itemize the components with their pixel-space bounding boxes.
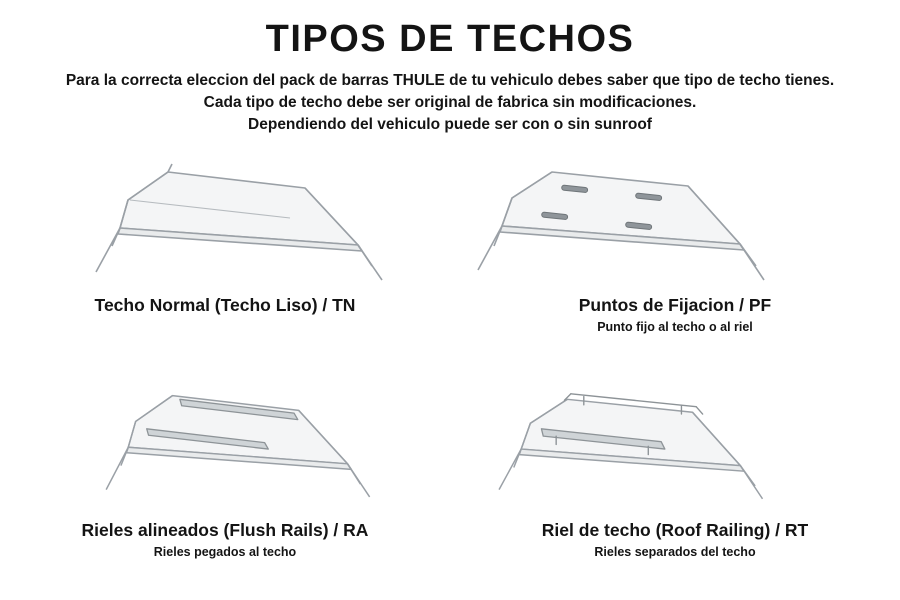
car-roof-fixpoints-icon xyxy=(450,150,900,302)
page-title: TIPOS DE TECHOS xyxy=(265,18,635,60)
roof-type-subcaption-ra: Rieles pegados al techo xyxy=(153,545,297,559)
roof-types-grid xyxy=(0,150,900,600)
roof-type-subcaption-rt: Rieles separados del techo xyxy=(594,545,756,559)
car-roof-flushrails-icon xyxy=(0,368,450,520)
roof-type-caption-tn: Techo Normal (Techo Liso) / TN xyxy=(94,295,356,315)
subtitle-line-2: Cada tipo de techo debe ser original de fabrica sin modificaciones. xyxy=(203,93,697,111)
car-roof-plain-icon xyxy=(0,150,450,302)
subtitle-line-1: Para la correcta eleccion del pack de barras THULE de tu vehiculo debes saber que tipo de techo tienes. xyxy=(65,71,835,89)
car-roof-railing-icon xyxy=(450,368,900,520)
roof-type-caption-rt: Riel de techo (Roof Railing) / RT xyxy=(541,520,809,540)
roof-type-card-pf xyxy=(450,150,900,375)
page-subtitle xyxy=(35,70,865,136)
subtitle-line-3: Dependiendo del vehiculo puede ser con o sin sunroof xyxy=(248,115,652,133)
roof-type-caption-ra: Rieles alineados (Flush Rails) / RA xyxy=(81,520,369,540)
roof-type-card-rt xyxy=(450,368,900,593)
roof-type-caption-pf: Puntos de Fijacion / PF xyxy=(578,295,772,315)
roof-type-card-tn xyxy=(0,150,450,375)
roof-type-card-ra xyxy=(0,368,450,593)
roof-type-subcaption-pf: Punto fijo al techo o al riel xyxy=(597,320,753,334)
